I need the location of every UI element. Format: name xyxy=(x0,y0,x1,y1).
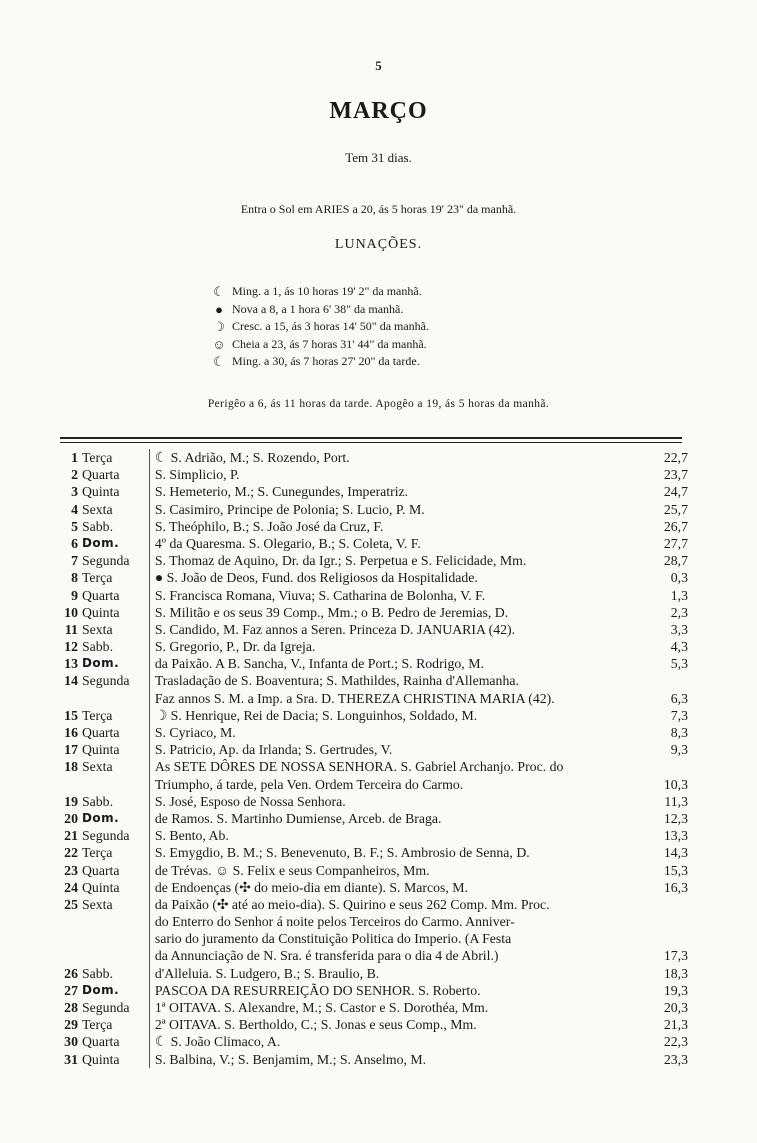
value: 3,3 xyxy=(670,621,688,637)
feast-description: S. Gregorio, P., Dr. da Igreja. xyxy=(154,639,316,655)
value: 21,3 xyxy=(663,1017,688,1033)
feast-description: da Paixão (✣ até ao meio-dia). S. Quirino e seus 262 Comp. Mm. Proc. xyxy=(154,896,550,912)
weekday: Segunda xyxy=(78,552,150,569)
feast-description: S. Thomaz de Aquino, Dr. da Igr.; S. Perpetua e S. Felicidade, Mm. xyxy=(154,553,527,569)
value: 9,3 xyxy=(670,742,688,758)
value: 8,3 xyxy=(670,725,688,740)
value: 17,3 xyxy=(663,948,688,964)
phase-text: Cresc. a 15, ás 3 horas 14' 50" da manhã. xyxy=(232,319,430,334)
day-number: 3 xyxy=(71,484,78,500)
day-number: 20 xyxy=(64,810,78,826)
calendar-row xyxy=(60,965,692,982)
calendar-row xyxy=(60,466,692,483)
day-number: 26 xyxy=(64,965,78,981)
weekday: Quinta xyxy=(78,1051,150,1068)
calendar-row xyxy=(60,827,692,844)
phase-text: Cheia a 23, ás 7 horas 31' 44" da manhã. xyxy=(232,336,427,351)
day-number: 18 xyxy=(64,759,78,775)
weekday: Sabb. xyxy=(78,793,150,810)
weekday: Dom. xyxy=(78,810,150,827)
phase-row xyxy=(212,353,429,371)
feast-description: da Paixão. A B. Sancha, V., Infanta de Port.; S. Rodrigo, M. xyxy=(154,656,484,672)
divider xyxy=(60,437,682,439)
moon-phases xyxy=(212,283,429,371)
weekday: Sexta xyxy=(78,896,150,913)
day-number: 10 xyxy=(64,604,78,620)
weekday: Quinta xyxy=(78,879,150,896)
weekday xyxy=(78,690,150,707)
moon-new-icon: ● xyxy=(215,301,223,317)
phase-row xyxy=(212,336,429,354)
weekday: Segunda xyxy=(78,672,150,689)
feast-description: S. Cyriaco, M. xyxy=(154,725,236,740)
value: 15,3 xyxy=(663,862,688,878)
calendar-row xyxy=(60,982,692,999)
value: 26,7 xyxy=(663,518,688,534)
value: 24,7 xyxy=(663,484,688,500)
day-number xyxy=(60,690,78,707)
phase-row xyxy=(212,301,429,319)
value: 27,7 xyxy=(663,535,688,551)
calendar-row xyxy=(60,1016,692,1033)
value xyxy=(634,758,692,775)
feast-description: de Ramos. S. Martinho Dumiense, Arceb. de Braga. xyxy=(154,810,442,826)
phase-text: Ming. a 1, ás 10 horas 19' 2" da manhã. xyxy=(232,284,422,298)
feast-description: As SETE DÔRES DE NOSSA SENHORA. S. Gabriel Archanjo. Proc. do xyxy=(154,759,564,775)
feast-description: ☽ S. Henrique, Rei de Dacia; S. Longuinhos, Soldado, M. xyxy=(154,707,478,723)
day-number: 22 xyxy=(64,845,78,861)
weekday: Quarta xyxy=(78,587,150,604)
feast-description: S. Candido, M. Faz annos a Seren. Princeza D. JANUARIA (42). xyxy=(154,621,516,637)
value: 22,3 xyxy=(663,1034,688,1050)
value: 16,3 xyxy=(663,879,688,895)
feast-description: S. José, Esposo de Nossa Senhora. xyxy=(154,793,346,809)
feast-description: S. Theóphilo, B.; S. João José da Cruz, F. xyxy=(154,518,384,534)
day-number: 2 xyxy=(71,467,78,483)
calendar-row xyxy=(60,483,692,500)
calendar-row xyxy=(60,913,692,930)
weekday: Terça xyxy=(78,1016,150,1033)
value: 14,3 xyxy=(663,845,688,861)
phase-row xyxy=(212,283,429,301)
calendar-row xyxy=(60,535,692,552)
feast-description: S. Simplicio, P. xyxy=(154,467,240,483)
calendar-row xyxy=(60,690,692,707)
value: 1,3 xyxy=(670,587,688,603)
weekday: Quinta xyxy=(78,604,150,621)
weekday: Terça xyxy=(78,449,150,466)
value xyxy=(634,672,692,689)
calendar-row xyxy=(60,758,692,775)
feast-description: PASCOA DA RESURREIÇÃO DO SENHOR. S. Roberto. xyxy=(154,982,481,998)
page-number: 5 xyxy=(375,58,382,73)
weekday: Dom. xyxy=(78,655,150,672)
calendar-row xyxy=(60,1033,692,1050)
calendar-row xyxy=(60,587,692,604)
feast-description: S. Emygdio, B. M.; S. Benevenuto, B. F.; S. Ambrosio de Senna, D. xyxy=(154,845,530,861)
phase-row xyxy=(212,318,429,336)
weekday: Terça xyxy=(78,569,150,586)
weekday: Sexta xyxy=(78,501,150,518)
day-number xyxy=(60,930,78,947)
value: 2,3 xyxy=(670,604,688,620)
day-number: 28 xyxy=(64,1000,78,1015)
sun-entry: Entra o Sol em ARIES a 20, ás 5 horas 19' 23" da manhã. xyxy=(240,202,517,216)
day-number: 21 xyxy=(64,828,78,844)
calendar-row xyxy=(60,810,692,827)
value: 13,3 xyxy=(663,828,688,844)
feast-description: S. Hemeterio, M.; S. Cunegundes, Imperatriz. xyxy=(154,484,409,500)
feast-description: S. Patricio, Ap. da Irlanda; S. Gertrudes, V. xyxy=(154,742,393,758)
day-number: 6 xyxy=(71,535,78,551)
calendar-row xyxy=(60,862,692,879)
day-number: 16 xyxy=(64,725,78,740)
day-number: 13 xyxy=(64,656,78,672)
weekday: Dom. xyxy=(78,535,150,552)
weekday xyxy=(78,930,150,947)
day-number: 1 xyxy=(71,450,78,465)
day-number: 25 xyxy=(64,896,78,912)
feast-description: S. Casimiro, Principe de Polonia; S. Lucio, P. M. xyxy=(154,501,425,517)
calendar-row xyxy=(60,569,692,586)
calendar-row xyxy=(60,947,692,964)
value: 19,3 xyxy=(663,982,688,998)
feast-description: sario do juramento da Constituição Politica do Imperio. (A Festa xyxy=(154,931,512,947)
feast-description: S. Bento, Ab. xyxy=(154,828,229,844)
calendar-row xyxy=(60,449,692,466)
calendar-table xyxy=(60,449,692,1068)
weekday: Sabb. xyxy=(78,965,150,982)
value: 11,3 xyxy=(664,793,688,809)
day-number: 7 xyxy=(71,553,78,569)
value: 7,3 xyxy=(670,707,688,723)
day-number: 30 xyxy=(64,1034,78,1050)
weekday: Sexta xyxy=(78,621,150,638)
day-number: 31 xyxy=(64,1051,78,1067)
day-number xyxy=(60,776,78,793)
weekday: Quinta xyxy=(78,741,150,758)
moon-waxing-icon: ☽ xyxy=(213,319,225,335)
feast-description: ☾ S. João Climaco, A. xyxy=(154,1034,281,1050)
weekday xyxy=(78,913,150,930)
value: 6,3 xyxy=(670,690,688,706)
day-number: 14 xyxy=(64,673,78,689)
day-number: 19 xyxy=(64,793,78,809)
calendar-row xyxy=(60,896,692,913)
value: 18,3 xyxy=(663,965,688,981)
feast-description: de Endoenças (✣ do meio-dia em diante). S. Marcos, M. xyxy=(154,879,468,895)
day-number: 27 xyxy=(64,982,78,998)
value xyxy=(634,930,692,947)
calendar-row xyxy=(60,1051,692,1068)
weekday: Quinta xyxy=(78,483,150,500)
phase-text: Nova a 8, a 1 hora 6' 38" da manhã. xyxy=(232,301,404,316)
value: 22,7 xyxy=(663,450,688,465)
moon-waning-icon: ☾ xyxy=(213,354,225,370)
lunations-title: LUNAÇÕES. xyxy=(334,237,423,252)
days-count: Tem 31 dias. xyxy=(345,150,412,165)
calendar-row xyxy=(60,552,692,569)
calendar-row xyxy=(60,724,692,741)
value: 23,3 xyxy=(663,1051,688,1067)
moon-waning-icon: ☾ xyxy=(213,284,225,299)
day-number: 11 xyxy=(64,621,78,637)
value: 12,3 xyxy=(663,810,688,826)
perigee-line: Perigêo a 6, ás 11 horas da tarde. Apogêo a 19, ás 5 horas da manhã. xyxy=(207,398,550,410)
calendar-row xyxy=(60,879,692,896)
value: 5,3 xyxy=(670,656,688,672)
moon-full-icon: ☺ xyxy=(212,336,226,352)
feast-description: de Trévas. ☺ S. Felix e seus Companheiros, Mm. xyxy=(154,862,430,878)
value xyxy=(634,896,692,913)
weekday: Sexta xyxy=(78,758,150,775)
feast-description: da Annunciação de N. Sra. é transferida para o dia 4 de Abril.) xyxy=(154,948,499,964)
feast-description: S. Militão e os seus 39 Comp., Mm.; o B. Pedro de Jeremias, D. xyxy=(154,604,509,620)
month-title: MARÇO xyxy=(329,98,428,124)
day-number: 24 xyxy=(64,879,78,895)
day-number: 29 xyxy=(64,1017,78,1033)
value: 28,7 xyxy=(663,553,688,569)
feast-description: 2ª OITAVA. S. Bertholdo, C.; S. Jonas e seus Comp., Mm. xyxy=(154,1017,477,1033)
day-number: 9 xyxy=(71,587,78,603)
value: 4,3 xyxy=(670,639,688,655)
weekday: Segunda xyxy=(78,827,150,844)
feast-description: S. Balbina, V.; S. Benjamim, M.; S. Anselmo, M. xyxy=(154,1051,427,1067)
day-number: 15 xyxy=(64,707,78,723)
weekday: Terça xyxy=(78,844,150,861)
feast-description: Trasladação de S. Boaventura; S. Mathildes, Rainha d'Allemanha. xyxy=(154,673,519,689)
value: 23,7 xyxy=(663,467,688,483)
weekday: Segunda xyxy=(78,999,150,1016)
calendar-row xyxy=(60,501,692,518)
value: 20,3 xyxy=(663,1000,688,1015)
value: 0,3 xyxy=(670,570,688,586)
calendar-row xyxy=(60,638,692,655)
day-number: 5 xyxy=(71,518,78,534)
weekday: Sabb. xyxy=(78,518,150,535)
feast-description: 4º da Quaresma. S. Olegario, B.; S. Coleta, V. F. xyxy=(154,535,421,551)
day-number xyxy=(60,913,78,930)
divider xyxy=(60,442,682,443)
value: 10,3 xyxy=(663,776,688,792)
calendar-row xyxy=(60,844,692,861)
feast-description: ☾ S. Adrião, M.; S. Rozendo, Port. xyxy=(154,450,350,465)
weekday: Quarta xyxy=(78,466,150,483)
weekday xyxy=(78,947,150,964)
calendar-row xyxy=(60,793,692,810)
calendar-row xyxy=(60,741,692,758)
calendar-row xyxy=(60,999,692,1016)
calendar-row xyxy=(60,604,692,621)
day-number: 12 xyxy=(64,639,78,655)
feast-description: Faz annos S. M. a Imp. a Sra. D. THEREZA CHRISTINA MARIA (42). xyxy=(154,690,555,706)
calendar-row xyxy=(60,930,692,947)
day-number: 8 xyxy=(71,570,78,586)
feast-description: d'Alleluia. S. Ludgero, B.; S. Braulio, B. xyxy=(154,965,380,981)
calendar-row xyxy=(60,518,692,535)
day-number xyxy=(60,947,78,964)
feast-description: S. Francisca Romana, Viuva; S. Catharina de Bolonha, V. F. xyxy=(154,587,486,603)
feast-description: Triumpho, á tarde, pela Ven. Ordem Terceira do Carmo. xyxy=(154,776,464,792)
feast-description: 1ª OITAVA. S. Alexandre, M.; S. Castor e S. Dorothéa, Mm. xyxy=(154,1000,489,1015)
weekday: Quarta xyxy=(78,724,150,741)
calendar-row xyxy=(60,776,692,793)
weekday: Dom. xyxy=(78,982,150,999)
value xyxy=(634,913,692,930)
feast-description: ● S. João de Deos, Fund. dos Religiosos da Hospitalidade. xyxy=(154,570,478,586)
calendar-row xyxy=(60,621,692,638)
calendar-row xyxy=(60,655,692,672)
day-number: 17 xyxy=(64,742,78,758)
value: 25,7 xyxy=(663,501,688,517)
day-number: 4 xyxy=(71,501,78,517)
weekday: Sabb. xyxy=(78,638,150,655)
weekday: Quarta xyxy=(78,862,150,879)
calendar-row xyxy=(60,672,692,689)
phase-text: Ming. a 30, ás 7 horas 27' 20" da tarde. xyxy=(232,354,420,369)
calendar-row xyxy=(60,707,692,724)
weekday: Quarta xyxy=(78,1033,150,1050)
feast-description: do Enterro do Senhor á noite pelos Terceiros do Carmo. Anniver- xyxy=(154,914,515,930)
weekday xyxy=(78,776,150,793)
weekday: Terça xyxy=(78,707,150,724)
day-number: 23 xyxy=(64,862,78,878)
